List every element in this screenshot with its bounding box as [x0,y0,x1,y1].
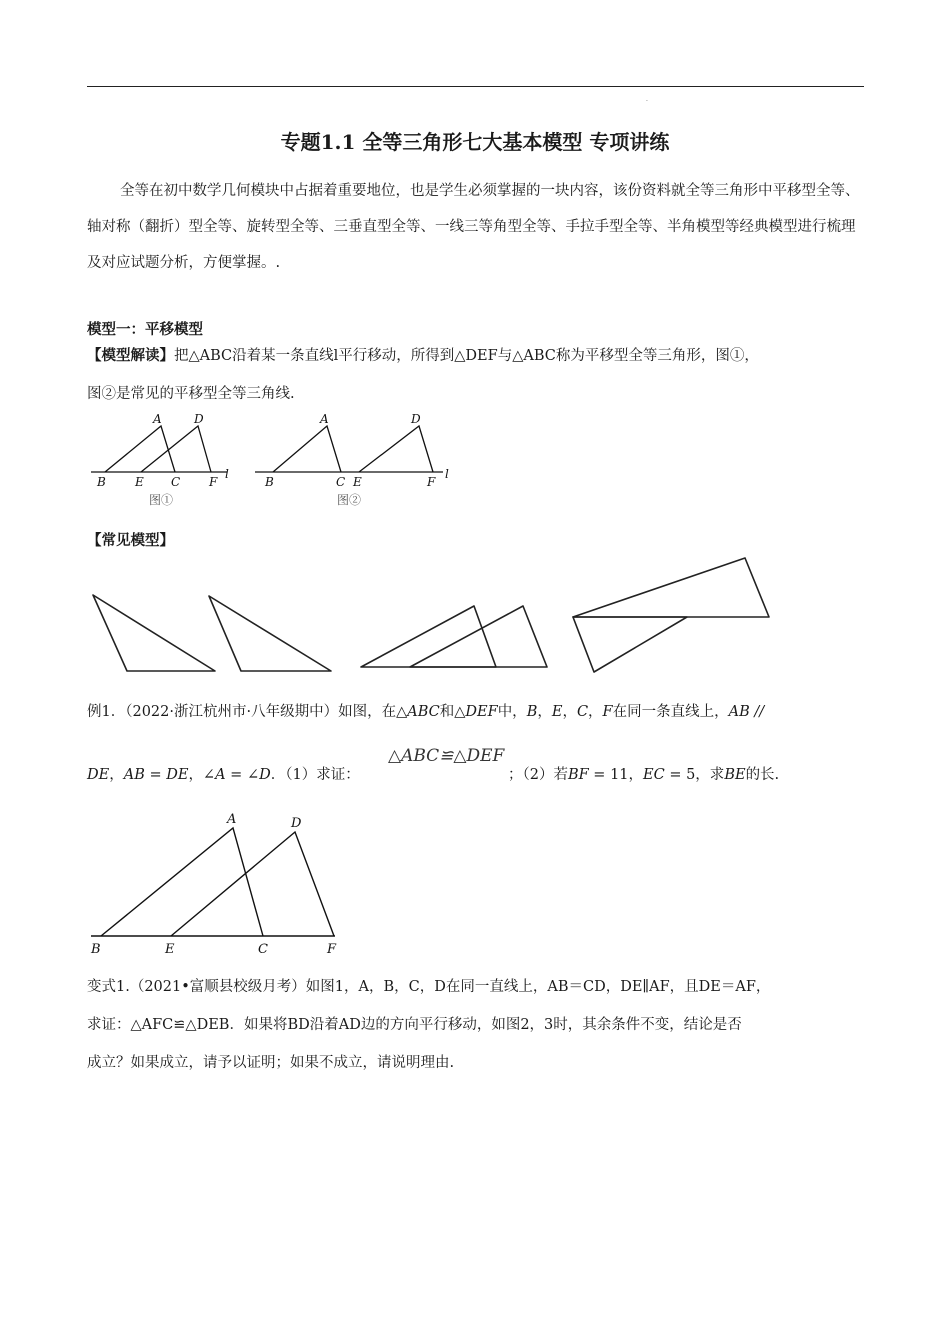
ex1-fig-label-b: B [91,942,101,957]
fig1-caption: 图① [149,493,174,507]
example1-line1 [87,700,764,721]
header-dot: . [646,96,648,103]
ex1-fig-label-d: D [291,816,302,831]
example1-figure [87,808,357,963]
model1-figures [87,408,467,513]
fig2-triangle-abc [273,426,341,472]
example1-line2 [87,763,360,784]
ex1-comma-3: ， [588,704,603,720]
fig2-label-f: F [427,475,436,489]
common-model-3-triangle-bottom [573,617,687,672]
fig1-label-f: F [209,475,218,489]
explain-text: 把△ABC沿着某一条直线l平行移动，所得到△DEF与△ABC称为平移型全等三角形，图①， [174,348,759,364]
ex1-ec: EC [643,767,665,783]
ex1-l2-comma: ， [109,767,124,783]
ex1-fig-triangle-def [171,832,334,936]
ex1-e: E [551,704,563,720]
figure-2 [255,426,443,472]
ex1-fig-label-e: E [165,942,175,957]
ex1-angle-d: D [259,767,271,783]
example1-line2-tail [508,763,779,784]
ex1-fig-triangle-abc [101,828,263,936]
ex1-fig-label-a: A [227,812,237,827]
fig1-label-d: D [194,412,204,426]
variant1-line2: 求证：△AFC≌△DEB．如果将BD沿着AD边的方向平行移动，如图2，3时，其余条件不变，结论是否 [87,1017,742,1033]
fig1-triangle-abc [105,426,175,472]
ex1-fig-label-c: C [258,942,268,957]
ex1-end: 的长. [745,767,780,783]
ex1-text-3: 中， [497,704,527,720]
ex1-ab-parallel: AB // [728,704,765,720]
ex1-b: B [526,704,538,720]
ex1-bf-val: = 11， [588,767,644,783]
ex1-comma-2: ， [562,704,577,720]
model1-explain-line1 [87,344,759,365]
fig2-label-b: B [265,475,274,489]
ex1-ab-eq-de: AB = DE [123,767,189,783]
fig2-label-e: E [353,475,362,489]
ex1-angle-1: ，∠ [188,767,216,783]
fig2-caption: 图② [337,493,362,507]
ex1-def: DEF [465,704,498,720]
header-rule [87,86,864,87]
fig1-label-l: l [225,467,229,481]
model1-explain-line2: 图②是常见的平移型全等三角线. [87,386,295,402]
variant1-line3: 成立？如果成立，请予以证明；如果不成立，请说明理由. [87,1055,455,1071]
ex1-bf: BF [567,767,589,783]
ex1-de: DE [87,767,110,783]
ex1-text-4: 在同一条直线上， [612,704,729,720]
fig2-label-l: l [445,467,449,481]
page-title: 专题1.1 全等三角形七大基本模型 专项讲练 [280,130,670,154]
ex1-fig-label-f: F [327,942,337,957]
common-model-2-triangle-b [410,606,547,667]
common-model-1-triangle-b [209,596,331,671]
fig1-triangle-def [141,426,211,472]
ex1-angle-eq: = ∠ [225,767,260,783]
explain-label: 【模型解读】 [87,347,174,364]
common-model-1-triangle-a [93,595,215,671]
fig1-label-e: E [135,475,144,489]
variant1-line1: 变式1.（2021•富顺县校级月考）如图1，A，B，C，D在同一直线上，AB＝CD，DE∥AF，且DE＝AF， [87,979,771,995]
fig2-label-d: D [411,412,421,426]
ex1-q2-text: ；（2）若 [508,767,568,783]
fig1-label-a: A [153,412,162,426]
common-models-figure [87,555,787,675]
figure-1 [91,426,227,472]
ex1-angle-a: A [215,767,226,783]
fig2-label-a: A [320,412,329,426]
ex1-comma-1: ， [537,704,552,720]
model1-heading: 模型一：平移模型 [87,321,203,338]
fig2-label-c: C [336,475,346,489]
intro-paragraph: 全等在初中数学几何模块中占据着重要地位，也是学生必须掌握的一块内容，该份资料就全等三角形中平移型全等、轴对称（翻折）型全等、旋转型全等、三垂直型全等、一线三等角型全等、手拉手型全等、半角模型等经典模型进行梳理及对应试题分析，方便掌握。. [87,183,860,271]
ex1-f: F [602,704,613,720]
ex1-ec-val: = 5，求 [664,767,725,783]
common-models-heading: 【常见模型】 [87,532,174,549]
fig1-label-c: C [171,475,181,489]
fig1-label-b: B [97,475,106,489]
ex1-text-2: 和△ [439,704,466,720]
example1-formula: △ABC≌△DEF [388,746,505,766]
ex1-prove-text: ．（1）求证： [270,767,360,783]
fig2-triangle-def [359,426,433,472]
ex1-c: C [576,704,589,720]
ex1-be: BE [724,767,746,783]
ex1-abc: ABC [407,704,440,720]
ex1-text-1: 例1．（2022·浙江杭州市·八年级期中）如图，在△ [87,704,408,720]
common-model-3-triangle-top [573,558,769,617]
